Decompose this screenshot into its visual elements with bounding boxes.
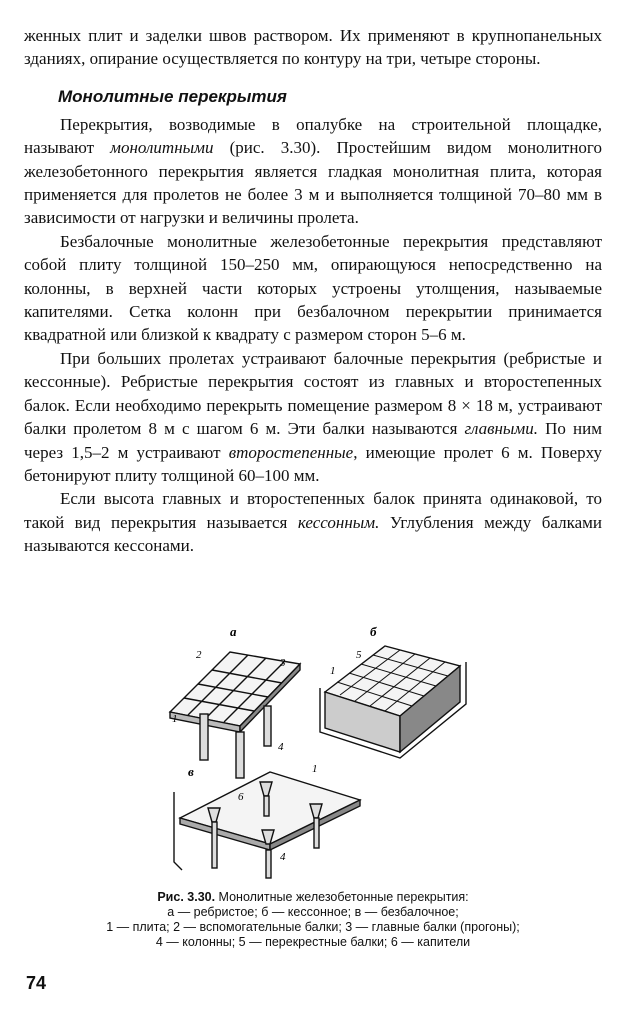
callout-4v: 4 bbox=[280, 851, 286, 863]
page-number: 74 bbox=[26, 973, 47, 993]
figure-caption bbox=[24, 890, 602, 950]
caption-title-line bbox=[24, 890, 602, 905]
text-run: Перекрытия, возводимые в опалубке на строительной площадке, называют bbox=[24, 114, 602, 158]
label-b: б bbox=[370, 624, 377, 639]
text-run: , имеющие пролет 6 м. Поверху бетонируют плиту толщиной 60–100 мм. bbox=[24, 442, 602, 485]
text-run: По ним через 1,5–2 м устраивают bbox=[24, 419, 602, 462]
callout-1v: 1 bbox=[312, 763, 318, 775]
callout-2: 2 bbox=[196, 649, 202, 661]
coffered-slab-drawing bbox=[320, 646, 466, 758]
label-v: в bbox=[188, 764, 194, 779]
callout-1a: 1 bbox=[172, 713, 178, 725]
figure-drawing bbox=[150, 622, 490, 884]
term-main: главными. bbox=[464, 419, 539, 439]
text-run: (рис. 3.30). Простейшим видом монолитного железобетонного перекрытия является гладкая монолитная плита, которая применяется для пролетов не более 3 м и выполняется толщиной 70–80 мм в зависимости от нагрузки и величины пролета. bbox=[24, 138, 602, 228]
term-coffered: кессонным. bbox=[297, 512, 380, 532]
term-monolithic: монолитными bbox=[110, 138, 214, 158]
text-run: При больших пролетах устраивают балочные перекрытия (ребристые и кессонные). Ребристые перекрытия состоят из главных и второстепенных балок. Если необходимо перекрыть помещение размером 8 × 18 м, устраивают балки пролетом 8 м с шагом 6 м. Эти балки называются bbox=[24, 348, 602, 439]
beamless-slab-drawing bbox=[174, 772, 360, 878]
text-run: Углубления между балками называются кессонами. bbox=[24, 512, 603, 556]
callout-6: 6 bbox=[238, 791, 244, 803]
paragraph-beamless: Безбалочные монолитные железобетонные перекрытия представляют собой плиту толщиной 150–250 мм, опирающуюся непосредственно на колонны, в верхней части которых устроены утолщения, называемые капителями. Сетка колонн при безбалочном перекрытии принимается квадратной или близкой к квадрату с размером сторон 5–6 м. bbox=[24, 231, 602, 345]
callout-4a: 4 bbox=[278, 741, 284, 753]
paragraph-continuation: женных плит и заделки швов раствором. Их применяют в крупнопанельных зданиях, опирание осуществляется по контуру на три, четыре стороны. bbox=[24, 26, 602, 69]
text-run: Если высота главных и второстепенных балок принята одинаковой, то такой вид перекрытия называется bbox=[24, 489, 602, 532]
label-a: а bbox=[230, 624, 237, 639]
section-heading: Монолитные перекрытия bbox=[58, 86, 287, 106]
ribbed-slab-drawing bbox=[170, 652, 300, 778]
paragraph-coffered bbox=[24, 487, 602, 557]
paragraph-monolithic bbox=[24, 113, 602, 230]
caption-line-3: 1 — плита; 2 — вспомогательные балки; 3 — главные балки (прогоны); bbox=[106, 920, 520, 934]
caption-title: Монолитные железобетонные перекрытия: bbox=[215, 890, 469, 904]
page-body bbox=[24, 24, 602, 558]
paragraph-beam bbox=[24, 347, 602, 487]
callout-1b: 1 bbox=[330, 665, 336, 677]
caption-line-4: 4 — колонны; 5 — перекрестные балки; 6 — капители bbox=[155, 935, 471, 949]
term-secondary: второстепенные bbox=[228, 442, 354, 462]
callout-5: 5 bbox=[356, 649, 362, 661]
figure-3-30 bbox=[150, 622, 490, 884]
callout-3: 3 bbox=[280, 657, 286, 669]
caption-line-2: а — ребристое; б — кессонное; в — безбалочное; bbox=[167, 905, 459, 919]
caption-label: Рис. 3.30. bbox=[157, 890, 216, 904]
